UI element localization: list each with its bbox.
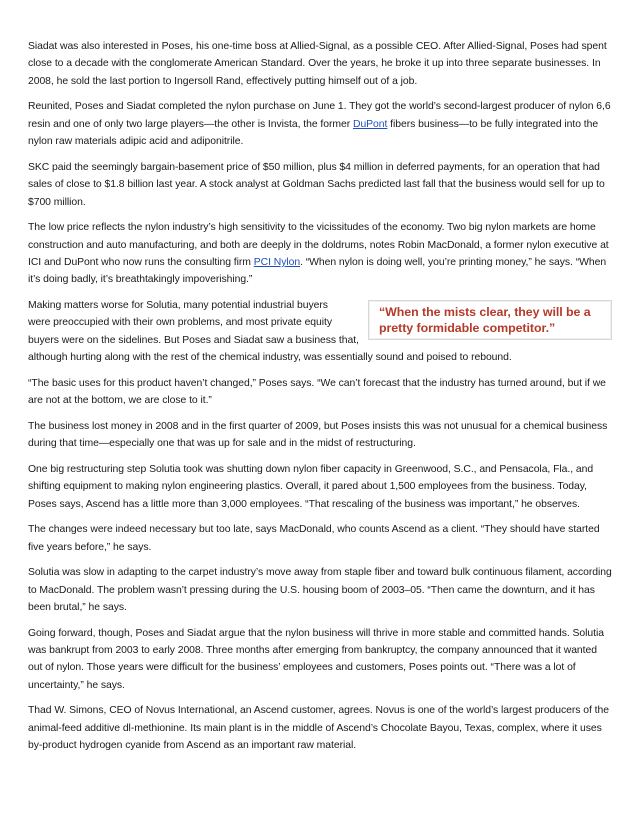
paragraph-2-text-after: fibers business—to be fully integrated into the nylon raw materials adipic acid and adiponitrile. (28, 118, 599, 148)
paragraph-5-line-2: were preoccupied with their own problems, and most private equity (28, 317, 333, 329)
paragraph-5-line-3: buyers were on the sidelines. But Poses and Siadat saw a business that, (28, 334, 359, 346)
paragraph-4-text-before: The low price reflects the nylon industry’s high sensitivity to the vicissitudes of the economy. Two big nylon markets are home construction and auto manufacturing, and both are deeply in the doldrums, notes Robin MacDonald, a former nylon executive at ICI and DuPont who now runs the consulting firm (28, 222, 609, 269)
paragraph-5-rest: although hurting along with the rest of the chemical industry, was essentially sound and poised to rebound. (28, 352, 512, 364)
paragraph-5-line-1: Making matters worse for Solutia, many potential industrial buyers (28, 300, 328, 312)
paragraph-2-text-before: Reunited, Poses and Siadat completed the nylon purchase on June 1. They got the world’s second-largest producer of nylon 6,6 resin and one of only two large players—the other is Invista, the former (28, 101, 611, 130)
pci-nylon-link[interactable]: PCI Nylon (253, 257, 301, 269)
article-body (28, 38, 613, 763)
paragraph-12: Thad W. Simons, CEO of Novus International, an Ascend customer, agrees. Novus is one of the world’s largest producers of the animal-feed additive dl-methionine. Its main plant is in the middle of Ascend’s Chocolate Bayou, Texas, complex, where it uses by-product hydrogen cyanide from Ascend as an important raw material. (28, 705, 609, 752)
paragraph-7: The business lost money in 2008 and in the first quarter of 2009, but Poses insists this was not unusual for a chemical business during that time—especially one that was up for sale and in the midst of restructuring. (28, 420, 608, 450)
paragraph-8: One big restructuring step Solutia took was shutting down nylon fiber capacity in Greenwood, S.C., and Pensacola, Fla., and shifting equipment to making nylon engineering plastics. Overall, it pared about 1,500 employees from the business. Today, Poses says, Ascend has a little more than 3,000 employees. “That rescaling of the business was important,” he observes. (28, 463, 594, 510)
dupont-link[interactable]: DuPont (352, 118, 388, 130)
paragraph-11: Going forward, though, Poses and Siadat argue that the nylon business will thrive in more stable and committed hands. Solutia was bankrupt from 2003 to early 2008. Three months after emerging from bankruptcy, the company announced that it wanted out of nylon. Those years were difficult for the business’ employees and customers, Poses points out. “There was a lot of uncertainty,” he says. (28, 627, 604, 691)
paragraph-2 (28, 98, 613, 150)
paragraph-6: “The basic uses for this product haven’t changed,” Poses says. “We can’t forecast that the industry has turned around, but if we are not at the bottom, we are close to it.” (28, 377, 606, 407)
paragraph-9: The changes were indeed necessary but too late, says MacDonald, who counts Ascend as a client. “They should have started five years before,” he says. (28, 524, 600, 553)
paragraph-10: Solutia was slow in adapting to the carpet industry’s move away from staple fiber and toward bulk continuous filament, according to MacDonald. The problem wasn’t pressing during the U.S. housing boom of 2003–05. “Then came the downturn, and it has been brutal,” he says. (28, 567, 612, 614)
paragraph-4 (28, 219, 613, 289)
paragraph-1: Siadat was also interested in Poses, his one-time boss at Allied-Signal, as a possible CEO. After Allied-Signal, Poses had spent close to a decade with the conglomerate American Standard. Over the years, he broke it up into three separate businesses. In 2008, he sold the last portion to Ingersoll Rand, effectively putting himself out of a job. (28, 41, 607, 87)
paragraph-5 (28, 297, 613, 367)
pull-quote: “When the mists clear, they will be a pretty formidable competitor.” (368, 300, 612, 340)
paragraph-3: SKC paid the seemingly bargain-basement price of $50 million, plus $4 million in deferred payments, for an operation that had sales of close to $1.8 billion last year. A stock analyst at Goldman Sachs predicted last fall that the business would sell for up to $700 million. (28, 161, 605, 208)
paragraph-4-text-after: . “When nylon is doing well, you’re printing money,” he says. “When it’s doing badly, it’s breathtakingly impoverishing.” (28, 257, 607, 286)
